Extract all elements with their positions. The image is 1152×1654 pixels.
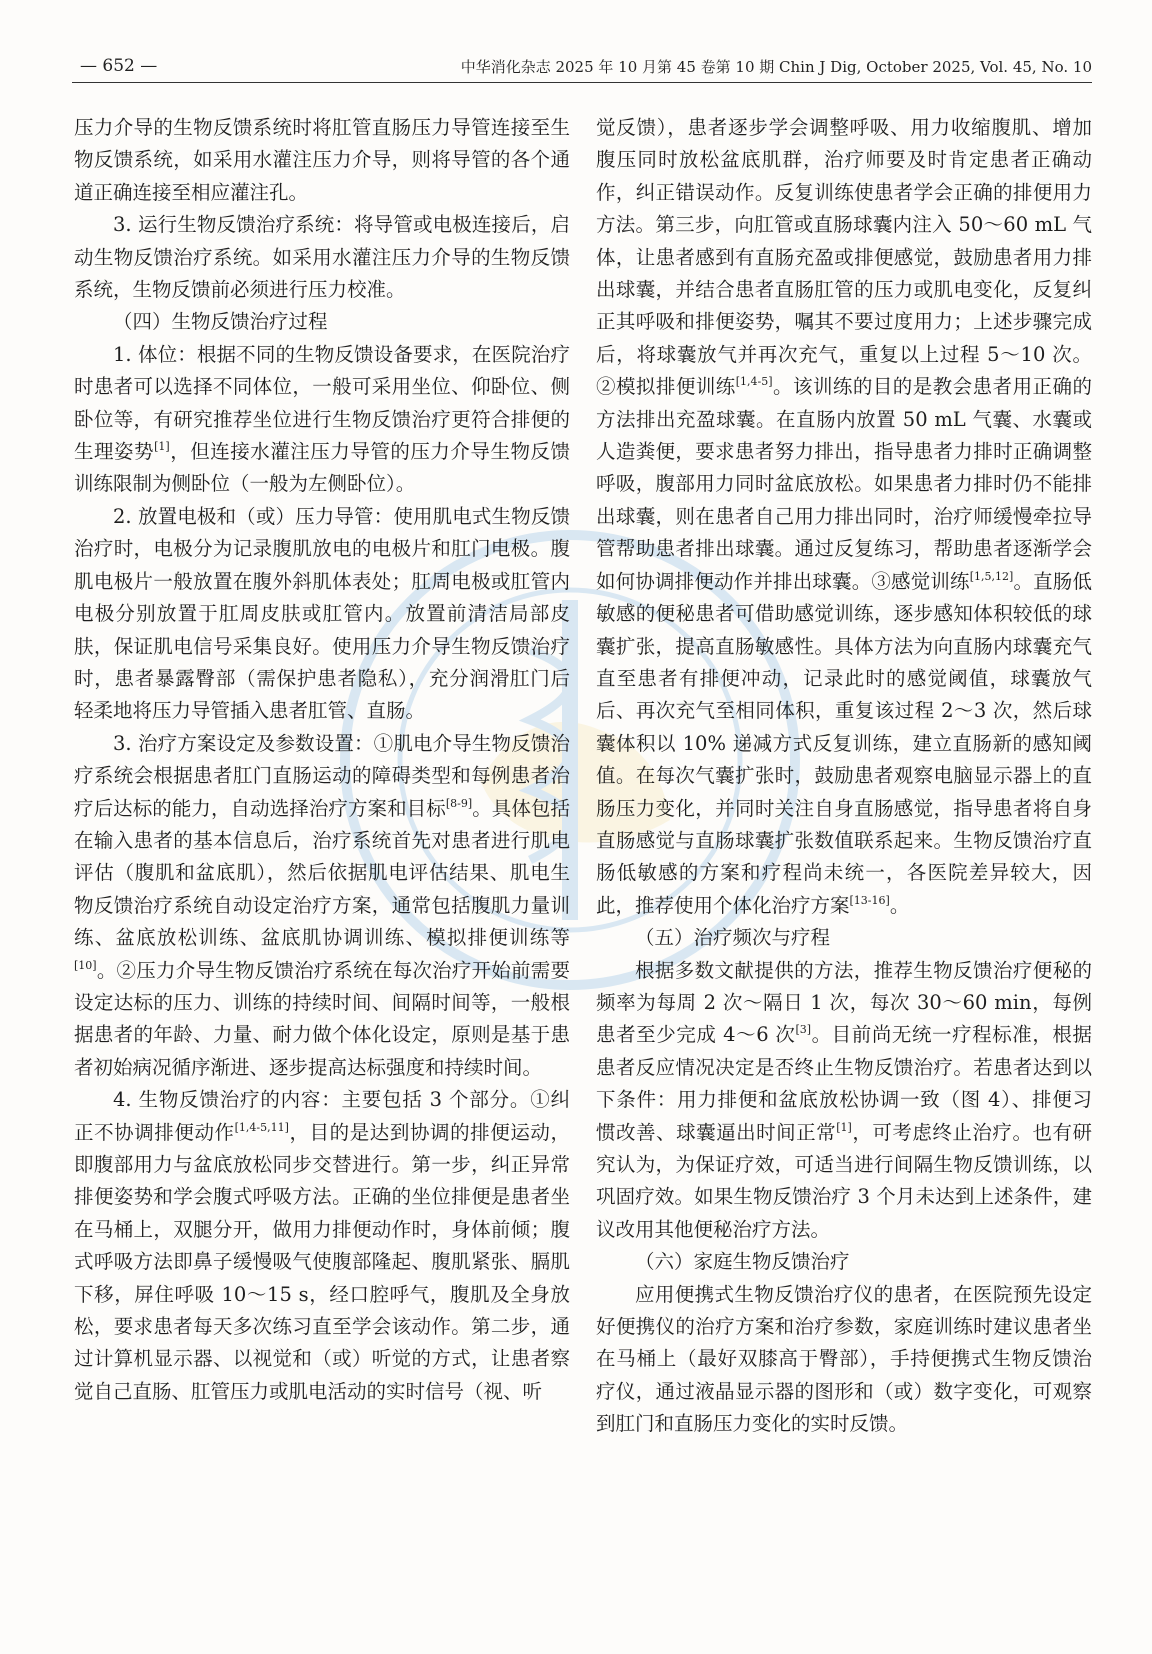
paragraph [596,112,1092,922]
text-run: 。目前尚无统一疗程标准，根据患者反应情况决定是否终止生物反馈治疗。若患者达到以下条件：用力排便和盆底放松协调一致（图 4）、排便习惯改善、球囊逼出时间正常 [596,1023,1092,1144]
text-run: 1. 体位：根据不同的生物反馈设备要求，在医院治疗时患者可以选择不同体位，一般可采用坐位、仰卧位、侧卧位等，有研究推荐坐位进行生物反馈治疗更符合排便的生理姿势 [74,342,570,464]
section-heading: （四）生物反馈治疗过程 [113,310,328,334]
citation-ref: [1,4-5] [735,375,773,389]
paragraph: 2. 放置电极和（或）压力导管：使用肌电式生物反馈治疗时，电极分为记录腹肌放电的电极片和肛门电极。腹肌电极片一般放置在腹外斜肌体表处；肛周电极或肛管内电极分别放置于肛周皮肤或肛管内。放置前清洁局部皮肤，保证肌电信号采集良好。使用压力介导生物反馈治疗时，患者暴露臀部（需保护患者隐私），充分润滑肛门后轻柔地将压力导管插入患者肛管、直肠。 [74,504,570,723]
text-run: 。直肠低敏感的便秘患者可借助感觉训练，逐步感知体积较低的球囊扩张，提高直肠敏感性。具体方法为向直肠内球囊充气直至患者有排便冲动，记录此时的感觉阈值，球囊放气后、再次充气至相同体积，重复该过程 2～3 次，然后球囊体积以 10% 递减方式反复训练，建立直肠新的感知阈值。在每次气囊扩张时，鼓励患者观察电脑显示器上的直肠压力变化，并同时关注自身直肠感觉，指导患者将自身直肠感觉与直肠球囊扩张数值联系起来。生物反馈治疗直肠低敏感的方案和疗程尚未统一，各医院差异较大，因此，推荐使用个体化治疗方案 [596,569,1092,917]
citation-ref: [1,4-5,11] [234,1120,289,1134]
section-heading: （五）治疗频次与疗程 [635,926,831,950]
paragraph [74,728,570,1084]
text-run: 觉反馈），患者逐步学会调整呼吸、用力收缩腹肌、增加腹压同时放松盆底肌群，治疗师要及时肯定患者正确动作，纠正错误动作。反复训练使患者学会正确的排便用力方法。第三步，向肛管或直肠球囊内注入 50～60 mL 气体，让患者感到有直肠充盈或排便感觉，鼓励患者用力排出球囊，并结合患者直肠肛管的压力或肌电变化，反复纠正其呼吸和排便姿势，嘱其不要过度用力；上述步骤完成后，将球囊放气并再次充气，重复以上过程 5～10 次。②模拟排便训练 [596,116,1092,399]
text-run: ，但连接水灌注压力导管的压力介导生物反馈训练限制为侧卧位（一般为左侧卧位）。 [74,440,570,496]
header-rule [72,82,1092,83]
left-column [74,112,570,1408]
journal-citation: 中华消化杂志 2025 年 10 月第 45 卷第 10 期 Chin J Dig, October 2025, Vol. 45, No. 10 [460,58,1092,76]
text-run: 4. 生物反馈治疗的内容：主要包括 3 个部分。①纠正不协调排便动作 [74,1088,570,1144]
paragraph: 压力介导的生物反馈系统时将肛管直肠压力导管连接至生物反馈系统，如采用水灌注压力介导，则将导管的各个通道正确连接至相应灌注孔。 [74,116,570,204]
text-run: 。 [889,893,910,917]
citation-ref: [3] [795,1023,812,1037]
paragraph [596,955,1092,1247]
text-run: 3. 治疗方案设定及参数设置：①肌电介导生物反馈治疗系统会根据患者肛门直肠运动的障碍类型和每例患者治疗后达标的能力，自动选择治疗方案和目标 [74,731,570,820]
text-run: 根据多数文献提供的方法，推荐生物反馈治疗便秘的频率为每周 2 次～隔日 1 次，每次 30～60 min，每例患者至少完成 4～6 次 [596,958,1092,1047]
text-run: 。该训练的目的是教会患者用正确的方法排出充盈球囊。在直肠内放置 50 mL 气囊、水囊或人造粪便，要求患者努力排出，指导患者力排时正确调整呼吸，腹部用力同时盆底放松。如果患者力排时仍不能排出球囊，则在患者自己用力排出同时，治疗师缓慢牵拉导管帮助患者排出球囊。通过反复练习，帮助患者逐渐学会如何协调排便动作并排出球囊。③感觉训练 [596,375,1092,593]
right-column [596,112,1092,1441]
running-header [72,56,1092,84]
text-run: ，目的是达到协调的排便运动，即腹部用力与盆底放松同步交替进行。第一步，纠正异常排便姿势和学会腹式呼吸方法。正确的坐位排便是患者坐在马桶上，双腿分开，做用力排便动作时，身体前倾；腹式呼吸方法即鼻子缓慢吸气使腹部隆起、腹肌紧张、膈肌下移，屏住呼吸 10～15 s，经口腔呼气，腹肌及全身放松，要求患者每天多次练习直至学会该动作。第二步，通过计算机显示器、以视觉和（或）听觉的方式，让患者察觉自己直肠、肛管压力或肌电活动的实时信号（视、听 [74,1120,570,1403]
section-heading: （六）家庭生物反馈治疗 [635,1250,850,1274]
citation-ref: [1] [836,1120,852,1134]
citation-ref: [1] [154,440,170,454]
citation-ref: [10] [74,958,97,972]
paragraph [74,339,570,501]
page-number: — 652 — [80,56,158,76]
text-run: 。具体包括在输入患者的基本信息后，治疗系统首先对患者进行肌电评估（腹肌和盆底肌），然后依据肌电评估结果、肌电生物反馈治疗系统自动设定治疗方案，通常包括腹肌力量训练、盆底放松训练、盆底肌协调训练、模拟排便训练等 [74,796,570,950]
citation-ref: [1,5,12] [969,569,1014,583]
paragraph [74,1084,570,1408]
paragraph: 3. 运行生物反馈治疗系统：将导管或电极连接后，启动生物反馈治疗系统。如采用水灌注压力介导的生物反馈系统，生物反馈前必须进行压力校准。 [74,213,570,302]
paragraph: 应用便携式生物反馈治疗仪的患者，在医院预先设定好便携仪的治疗方案和治疗参数，家庭训练时建议患者坐在马桶上（最好双膝高于臀部），手持便携式生物反馈治疗仪，通过液晶显示器的图形和（或）数字变化，可观察到肛门和直肠压力变化的实时反馈。 [596,1282,1092,1436]
citation-ref: [13-16] [849,893,890,907]
text-run: 。②压力介导生物反馈治疗系统在每次治疗开始前需要设定达标的压力、训练的持续时间、间隔时间等，一般根据患者的年龄、力量、耐力做个体化设定，原则是基于患者初始病况循序渐进、逐步提高达标强度和持续时间。 [74,958,570,1079]
citation-ref: [8-9] [445,796,473,810]
text-run: ，可考虑终止治疗。也有研究认为，为保证疗效，可适当进行间隔生物反馈训练，以巩固疗效。如果生物反馈治疗 3 个月未达到上述条件，建议改用其他便秘治疗方法。 [596,1120,1092,1241]
